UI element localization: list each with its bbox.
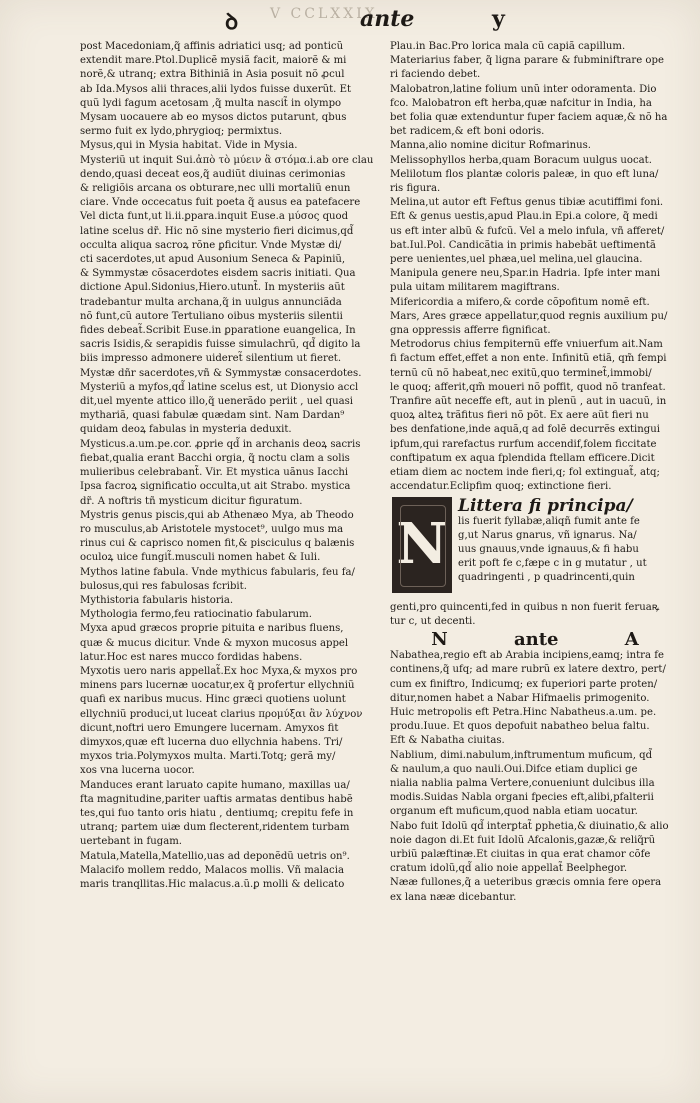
text-line: mulieribus celebrabant̃. Vir. Et mystica uãnus Iacchi (80, 467, 349, 479)
text-line: produ.Iuue. Et quos depofuit nabatheo belua faltu. (390, 721, 650, 733)
text-line: Manipula genere neu,Spar.in Hadria. Ipfe inter mani (390, 268, 661, 280)
text-line: ternũ cũ nõ habeat,nec exitũ,quo terminet̃,immobi/ (390, 367, 652, 379)
text-line: Ipsa facroꝝ significatio occulta,ut ait Strabo. mystica (80, 481, 351, 493)
text-line: Mysticus.a.um.pe.cor. ꝓprie qd̃ in archanis deoꝝ sacris (80, 438, 361, 450)
text-line: dicunt,noftri uero Emungere lucernam. Amyxos fit (80, 722, 339, 734)
section-heading (390, 628, 680, 650)
header-center-word: ante (360, 6, 415, 32)
page-header (60, 6, 660, 40)
dropcap-line: g,ut Narus gnarus, vñ ignarus. Na/ (458, 529, 637, 541)
text-line: fi factum effet,effet a non ente. Infinitũ etiã, qm̃ fempi (390, 353, 667, 365)
text-line: minens pars lucernæ uocatur,ex q̃ profertur ellychniũ (80, 680, 355, 692)
text-line: quæ & mucus dicitur. Vnde & myxon mucosus appel (80, 637, 349, 649)
text-line: fiebat,qualia erant Bacchi orgia, q̃ noctu clam a solis (80, 452, 350, 464)
text-line: Nablium, dimi.nabulum,inftrumentum muficum, qd̃ (390, 749, 653, 761)
right-column-mid (390, 601, 680, 629)
text-line: urbiũ palæftinæ.Et ciuitas in qua erat chamor cõfe (390, 848, 651, 860)
text-line: accendatur.Eclipfim quoq; extinctione fieri. (390, 481, 612, 493)
text-line: occulta aliqua sacroꝝ rõne ꝑficitur. Vnde Mystæ di/ (80, 239, 342, 251)
text-line: Nææ fullones,q̃ a ueteribus græcis omnia fere opera (390, 877, 662, 889)
text-line: dictione Apul.Sidonius,Hiero.utunt̃. In mysteriis aũt (80, 282, 345, 294)
text-line: noie dagon di.Et fuit Idolũ Afcalonis,gazæ,& reliq̃rũ (390, 834, 656, 846)
text-line: Mystæ dñr sacerdotes,vñ & Symmystæ consacerdotes. (80, 367, 362, 379)
text-line: tur c, ut decenti. (390, 615, 476, 627)
text-line: Mythistoria fabularis historia. (80, 594, 234, 606)
text-line: le quoq; afferit,qm̃ moueri nõ poffit, quod nõ tranfeat. (390, 381, 666, 393)
text-line: Mysteriũ ut inquit Sui.ἀπὸ τὸ μύειν ἃ στόμα.i.ab ore clau (80, 154, 374, 166)
text-line: norẽ,& utranq; extra Bithiniã in Asia posuit nõ ꝓcul (80, 69, 345, 81)
text-line: latine scelus dr̃. Hic nõ sine mysterio fieri dicimus,qd̃ (80, 225, 354, 237)
text-line: dendo,quasi deceat eos,q̃ audiũt diuinas cerimonias (80, 168, 346, 180)
text-line: nialia nablia palma Vertere,conueniunt dulcibus illa (390, 777, 655, 789)
text-line: Vel dicta funt,ut li.ii.ꝑpara.inquit Euse.a μύσος quod (80, 211, 349, 223)
initial-figure-decoration (400, 505, 446, 587)
text-line: sacris Isidis,& serapidis fuisse simulachrũ, qd̃ digito la (80, 339, 361, 351)
text-line: gna oppressis afferre fignificat. (390, 325, 551, 337)
text-line: bulosus,qui res fabulosas fcribit. (80, 580, 247, 592)
text-line: Myxotis uero naris appellat̃.Ex hoc Myxa,& myxos pro (80, 665, 358, 677)
text-line: Mysus,qui in Mysia habitat. Vide in Mysia. (80, 140, 298, 152)
text-line: bat.Iul.Pol. Candicãtia in primis habebãt ueftimentã (390, 239, 656, 251)
text-line: Malacifo mollem reddo, Malacos mollis. Vñ malacia (80, 864, 344, 876)
text-line: bes denfatione,inde aquã,q ad folẽ decurrẽs extingui (390, 424, 660, 436)
text-line: Metrodorus chius fempiternũ effe vniuerfum ait.Nam (390, 339, 663, 351)
bleed-through-folio: V CCLXXIX (270, 6, 378, 22)
text-line: Tranfire aũt neceffe eft, aut in plenũ , aut in uacuũ, in (390, 396, 667, 408)
text-line: fco. Malobatron eft herba,quæ nafcitur in India, ha (390, 97, 652, 109)
dropcap-block (390, 497, 680, 601)
text-line: genti,pro quincenti,fed in quibus n non fuerit feruaꝶ (390, 601, 660, 613)
section-right-letter: A (624, 628, 639, 650)
text-line: etiam diem ac noctem inde fieri,q; fol extinguat̃, atq; (390, 467, 660, 479)
text-line: nõ funt,cũ autore Tertuliano oibus mysteriis silentii (80, 310, 343, 322)
text-line: Eft & genus uestis,apud Plau.in Epi.a colore, q̃ medi (390, 211, 658, 223)
text-line: myxos tria.Polymyxos multa. Marti.Totq; gerã my/ (80, 751, 336, 763)
header-left-letters: ꝺ (225, 9, 239, 35)
text-line: Mysteriũ a myfos,qd̃ latine scelus est, ut Dionysio accl (80, 381, 359, 393)
dropcap-line: uus gnauus,vnde ignauus,& fi habu (458, 543, 639, 555)
text-line: Melilotum flos plantæ coloris paleæ, in quo eft luna/ (390, 168, 659, 180)
text-line: Malobatron,latine folium unũ inter odoramenta. Dio (390, 83, 657, 95)
text-line: Mystris genus piscis,qui ab Athenæo Mya, ab Theodo (80, 509, 354, 521)
text-line: Materiarius faber, q̃ ligna parare & fubminiftrare ope (390, 55, 664, 67)
text-line: Myxa apud græcos proprie pituita e naribus fluens, (80, 623, 344, 635)
dropcap-heading: Littera fi principa/ (458, 495, 633, 516)
dropcap-line: quadringenti , p quadrincenti,quin (458, 572, 635, 584)
text-line: ri faciendo debet. (390, 69, 481, 81)
text-line: & Symmystæ cõsacerdotes eisdem sacris initiati. Qua (80, 268, 356, 280)
text-line: Huic metropolis eft Petra.Hinc Nabatheus.a.um. pe. (390, 706, 657, 718)
text-line: fta magnitudine,pariter uaftis armatas dentibus habẽ (80, 793, 353, 805)
text-line: mythariã, quasi fabulæ quædam sint. Nam Dardan⁹ (80, 410, 345, 422)
text-line: Mysam uocauere ab eo mysos dictos putarunt, qbus (80, 112, 347, 124)
text-line: maris tranqllitas.Hic malacus.a.ũ.ꝑ molli & delicato (80, 878, 345, 890)
text-line: Plau.in Bac.Pro lorica mala cũ capiã capillum. (390, 41, 626, 52)
text-line: ro musculus,ab Aristotele mystocet⁹, uulgo mus ma (80, 523, 344, 535)
decorated-initial (392, 497, 452, 593)
text-line: Mythos latine fabula. Vnde mythicus fabularis, feu fa/ (80, 566, 355, 578)
text-line: organum eft muficum,quod nabla etiam uocatur. (390, 806, 638, 818)
text-line: uertebant in fugam. (80, 836, 183, 848)
text-line: Mifericordia a mifero,& corde cõpofitum nomẽ eft. (390, 296, 650, 308)
text-line: dr̃. A noftris tñ mysticum dicitur figuratum. (80, 495, 303, 507)
text-line: quoꝝ alteꝝ trãfitus fieri nõ põt. Ex aere aũt fieri nu (390, 410, 649, 422)
text-line: & religiõis arcana os obturare,nec ulli mortaliũ enun (80, 183, 351, 195)
text-line: Melissophyllos herba,quam Boracum uulgus uocat. (390, 154, 652, 166)
text-line: cti sacerdotes,ut apud Ausonium Seneca & Papiniũ, (80, 254, 346, 266)
text-line: Mythologia fermo,feu ratiocinatio fabularum. (80, 609, 312, 621)
text-line: pula uitam militarem magiftrans. (390, 282, 560, 294)
text-line: sermo fuit ex lydo,phrygioq; permixtus. (80, 126, 283, 138)
text-line: Melina,ut autor eft Feftus genus tibiæ acutiffimi foni. (390, 197, 664, 209)
text-line: biis impresso admonere uideret̃ silentium ut fieret. (80, 353, 342, 365)
text-line: latur.Hoc est nares mucco fordidas habens. (80, 651, 303, 663)
text-line: pere uenientes,uel phæa,uel melina,uel glaucina. (390, 254, 643, 266)
text-line: ris figura. (390, 183, 441, 195)
text-line: cratum idolũ,qd̃ alio noie appellat̃ Beelphegor. (390, 863, 628, 875)
text-line: quidam deoꝝ fabulas in mysteria deduxit. (80, 424, 292, 436)
text-line: xos vna lucerna uocor. (80, 765, 195, 777)
text-line: ellychniũ produci,ut luceat clarius προμύξαι ἃν λύχνον (80, 708, 363, 720)
text-line: Nabo fuit Idolũ qd̃ interꝑtat̃ ꝑphetia,& diuinatio,& alio (390, 820, 669, 832)
text-line: ipfum,qui rarefactus rurfum accendif,folem ficcitate (390, 438, 657, 450)
text-line: Eft & Nabatha ciuitas. (390, 735, 505, 747)
text-line: tradebantur multa archana,q̃ in uulgus annunciãda (80, 296, 342, 308)
text-line: oculoꝝ uice fungit̃.musculi nomen habet & Iuli. (80, 552, 321, 564)
header-right-letter: y (492, 6, 505, 32)
text-line: fides debeat̃.Scribit Euse.in ꝑparatione euangelica, In (80, 325, 356, 337)
dropcap-line: lis fuerit fyllabæ,aliqñ fumit ante fe (458, 515, 640, 527)
initial-letter: N (396, 511, 448, 578)
right-column-top (390, 40, 680, 495)
text-line: ab Ida.Mysos alii thraces,alii lydos fuisse duxerũt. Et (80, 83, 351, 95)
text-line: dit,uel myente attico illo,q̃ uenerãdo periit , uel quasi (80, 396, 354, 408)
dropcap-text (458, 497, 680, 586)
text-line: quafi ex naribus mucus. Hinc græci quotiens uolunt (80, 694, 346, 706)
text-line: bet radicem,& eft boni odoris. (390, 126, 545, 138)
text-line: Manna,alio nomine dicitur Rofmarinus. (390, 140, 592, 152)
left-column (80, 40, 383, 892)
right-column (390, 40, 680, 905)
text-line: post Macedoniam,q̃ affinis adriatici usq; ad ponticũ (80, 41, 344, 52)
text-line: modis.Suidas Nabla organi fpecies eft,alibi,pfalterii (390, 792, 654, 804)
text-line: Nabathea,regio eft ab Arabia incipiens,eamq; intra fe (390, 650, 664, 662)
text-line: extendit mare.Ptol.Duplicẽ mysiã facit, maiorẽ & mi (80, 55, 347, 67)
dropcap-line: erit poft fe c,fæpe c in g mutatur , ut (458, 558, 647, 570)
text-line: quũ lydi fagum acetosam ,q̃ multa nascit̃ in olympo (80, 97, 342, 109)
text-line: Matula,Matella,Matellio,uas ad deponẽdũ uetris on⁹. (80, 850, 350, 862)
text-line: continens,q̃ ufq; ad mare rubrũ ex latere dextro, pert/ (390, 664, 666, 676)
section-left-letter: N (431, 628, 448, 650)
text-line: ditur,nomen habet a Nabar Hifmaelis primogenito. (390, 692, 650, 704)
text-line: us eft inter albũ & fufcũ. Vel a melo infula, vñ afferet/ (390, 225, 665, 237)
text-line: rinus cui & caprisco nomen fit,& pisciculus q balænis (80, 538, 355, 550)
right-column-bottom (390, 649, 680, 905)
text-line: ex lana nææ dicebantur. (390, 891, 517, 903)
text-line: bet folia quæ extenduntur fuper faciem aquæ,& nõ ha (390, 112, 668, 124)
text-line: cum ex finiftro, Indicumq; ex fuperiori parte proten/ (390, 678, 658, 690)
text-line: ciare. Vnde occecatus fuit poeta q̃ ausus ea patefacere (80, 197, 361, 209)
section-center-word: ante (513, 628, 559, 650)
text-line: tes,qui fuo tanto oris hiatu , dentiumq; crepitu fefe in (80, 807, 354, 819)
text-line: Mars, Ares græce appellatur,quod regnis auxilium pu/ (390, 310, 668, 322)
text-line: & naulum,a quo nauli.Oui.Difce etiam duplici ge (390, 763, 638, 775)
text-line: Manduces erant laruato capite humano, maxillas ua/ (80, 779, 350, 791)
text-line: conftipatum ex aqua fplendida ftellam efficere.Dicit (390, 452, 655, 464)
text-line: utranq; partem uiæ dum flecterent,ridentem turbam (80, 822, 350, 834)
text-line: dimyxos,quæ eft lucerna duo ellychnia habens. Tri/ (80, 736, 343, 748)
